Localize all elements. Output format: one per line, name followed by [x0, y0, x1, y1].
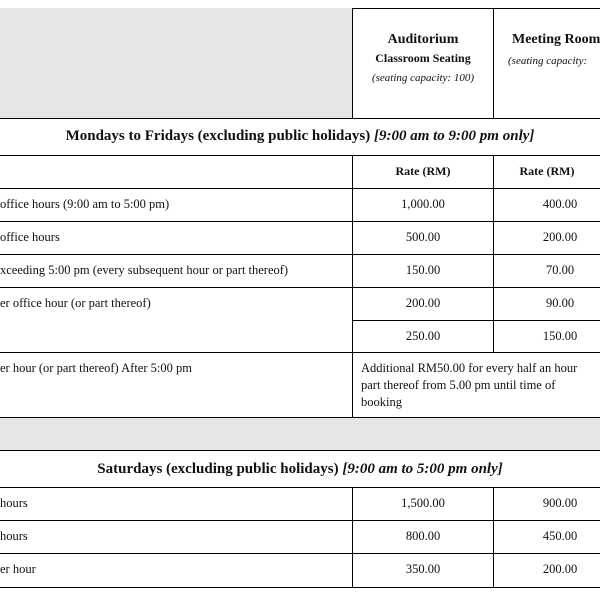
- weekday-row-meeting-rate: 200.00: [542, 230, 578, 244]
- hline: [0, 487, 600, 488]
- meeting-room-capacity: (seating capacity:: [508, 55, 588, 67]
- saturday-hours: [9:00 am to 5:00 pm only]: [342, 461, 503, 477]
- vline: [493, 155, 494, 352]
- hline: [0, 352, 600, 353]
- weekday-section-title: [0, 128, 600, 145]
- auditorium-title: Auditorium: [387, 32, 459, 47]
- rate-header-meeting-room: Rate (RM): [519, 164, 575, 178]
- weekday-row-auditorium-rate: 500.00: [405, 230, 441, 244]
- saturday-row-label: hours: [0, 496, 28, 510]
- hline: [0, 287, 600, 288]
- saturday-row-meeting-rate: 450.00: [542, 529, 578, 543]
- weekday-row-auditorium-rate: 200.00: [405, 296, 441, 310]
- after5-note-line2: part thereof from 5.00 pm until time of: [361, 378, 556, 392]
- hline: [0, 188, 600, 189]
- vline: [352, 155, 353, 417]
- hline: [352, 8, 600, 9]
- weekday-row-meeting-rate: 400.00: [542, 197, 578, 211]
- weekday-hours: [9:00 am to 9:00 pm only]: [373, 128, 535, 144]
- hline: [352, 320, 600, 321]
- separator-gray-row: [0, 418, 600, 450]
- hline: [0, 417, 600, 418]
- hline: [0, 587, 600, 588]
- weekday-row-label: office hours (9:00 am to 5:00 pm): [0, 197, 170, 211]
- saturday-section-title: [0, 461, 600, 478]
- hline: [0, 155, 600, 156]
- hline: [0, 450, 600, 451]
- saturday-row-auditorium-rate: 350.00: [405, 562, 441, 576]
- weekday-row-auditorium-rate: 1,000.00: [401, 197, 445, 211]
- saturday-row-auditorium-rate: 800.00: [405, 529, 441, 543]
- rate-header-auditorium: Rate (RM): [395, 164, 451, 178]
- hline: [0, 520, 600, 521]
- saturday-row-label: hours: [0, 529, 28, 543]
- weekday-row-meeting-rate: 90.00: [545, 296, 575, 310]
- saturday-row-meeting-rate: 900.00: [542, 496, 578, 510]
- weekday-row-auditorium-rate: 250.00: [405, 329, 441, 343]
- meeting-room-title: Meeting Room: [512, 32, 600, 47]
- hline: [0, 221, 600, 222]
- header-gray-cell: [0, 8, 352, 118]
- weekday-row-meeting-rate: 150.00: [542, 329, 578, 343]
- saturday-row-auditorium-rate: 1,500.00: [401, 496, 445, 510]
- weekday-row-label: office hours: [0, 230, 60, 244]
- weekday-row-meeting-rate: 70.00: [545, 263, 575, 277]
- after5-note-line3: booking: [361, 395, 402, 409]
- auditorium-seating: Classroom Seating: [375, 51, 471, 65]
- weekday-row-auditorium-rate: 150.00: [405, 263, 441, 277]
- hline: [0, 118, 600, 119]
- saturday-row-label: er hour: [0, 562, 36, 576]
- after5-note-line1: Additional RM50.00 for every half an hour: [361, 361, 578, 375]
- hline: [0, 254, 600, 255]
- vline: [493, 8, 494, 118]
- hline: [0, 553, 600, 554]
- weekday-title: Mondays to Fridays (excluding public holidays): [65, 128, 371, 144]
- weekday-row-label: xceeding 5:00 pm (every subsequent hour or part thereof): [0, 263, 289, 277]
- saturday-row-meeting-rate: 200.00: [542, 562, 578, 576]
- saturday-title: Saturdays (excluding public holidays): [97, 461, 339, 477]
- after5-label: er hour (or part thereof) After 5:00 pm: [0, 361, 192, 375]
- weekday-row-label: er office hour (or part thereof): [0, 296, 151, 310]
- auditorium-capacity: (seating capacity: 100): [371, 72, 475, 84]
